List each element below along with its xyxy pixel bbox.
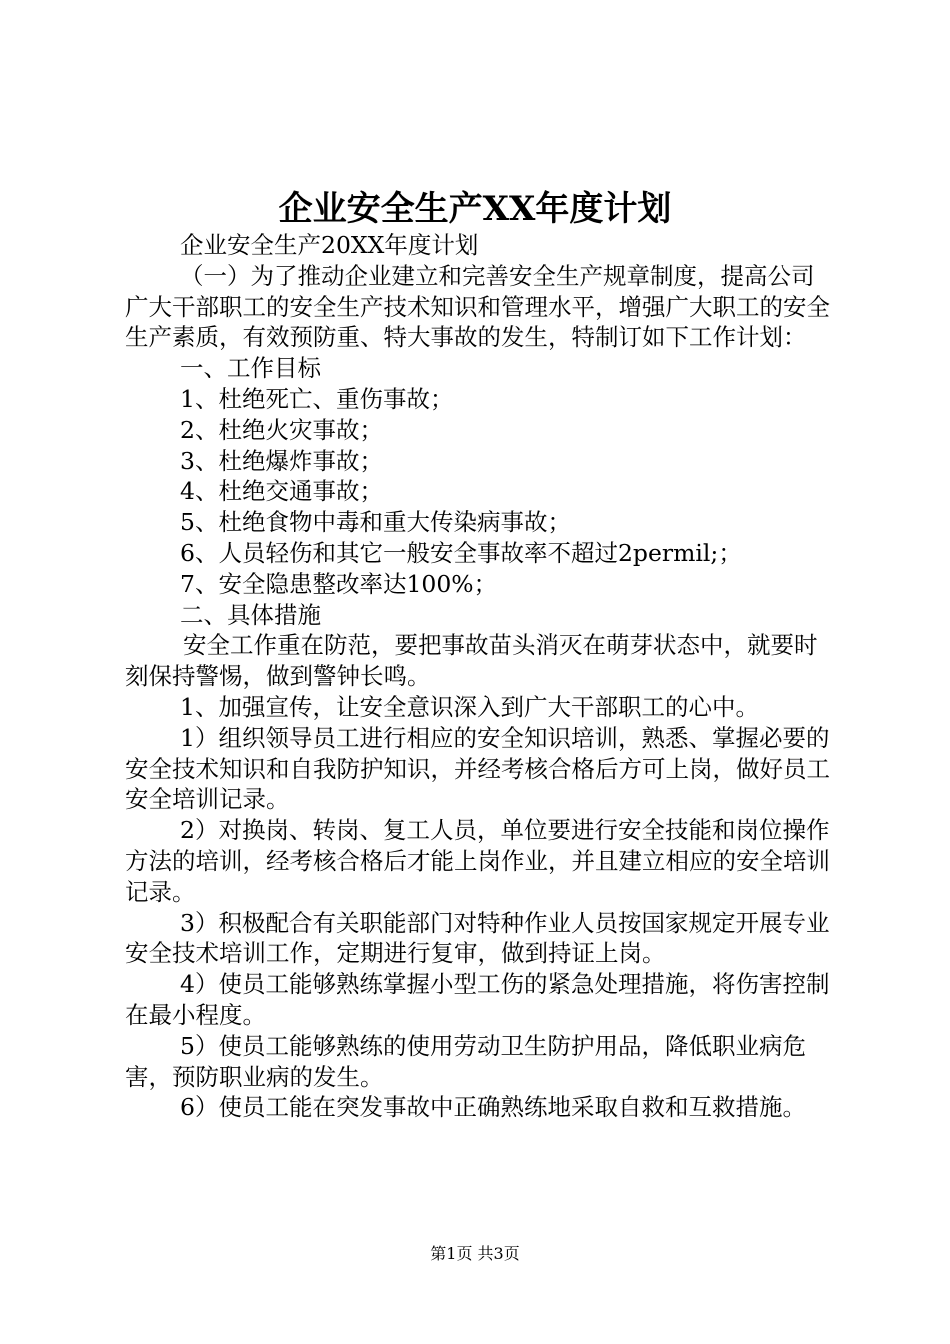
paragraph-intro: （一）为了推动企业建立和完善安全生产规章制度，提高公司广大干部职工的安全生产技术知识和管理水平，增强广大职工的安全生产素质，有效预防重、特大事故的发生，特制订如下工作计划：	[125, 261, 830, 352]
section-heading-measures: 二、具体措施	[180, 600, 321, 629]
measure-subitem: 5）使员工能够熟练的使用劳动卫生防护用品，降低职业病危害，预防职业病的发生。	[125, 1031, 806, 1091]
goal-item: 1、杜绝死亡、重伤事故；	[180, 384, 454, 413]
measure-subitem: 2）对换岗、转岗、复工人员，单位要进行安全技能和岗位操作方法的培训，经考核合格后才能上岗作业，并且建立相应的安全培训记录。	[125, 816, 830, 906]
measure-subitem: 6）使员工能在突发事故中正确熟练地采取自救和互救措施。	[180, 1093, 806, 1122]
goal-item: 7、安全隐患整改率达100%；	[180, 569, 498, 598]
page-indicator: 第1页 共3页	[430, 1244, 520, 1263]
measure-subitem: 3）积极配合有关职能部门对特种作业人员按国家规定开展专业安全技术培训工作，定期进行复审，做到持证上岗。	[125, 908, 830, 968]
section-heading-goals: 一、工作目标	[180, 354, 321, 383]
measure-subitem: 4）使员工能够熟练掌握小型工伤的紧急处理措施，将伤害控制在最小程度。	[125, 970, 830, 1029]
goal-item: 4、杜绝交通事故；	[180, 477, 383, 506]
document-title: 企业安全生产XX年度计划	[278, 189, 672, 229]
measure-item: 1、加强宣传，让安全意识深入到广大干部职工的心中。	[180, 692, 759, 721]
goal-item: 2、杜绝火灾事故；	[180, 415, 383, 444]
measure-subitem: 1）组织领导员工进行相应的安全知识培训，熟悉、掌握必要的安全技术知识和自我防护知识，并经考核合格后方可上岗，做好员工安全培训记录。	[125, 723, 830, 814]
document-body	[125, 230, 837, 1123]
paragraph-subtitle: 企业安全生产20XX年度计划	[180, 231, 479, 259]
goal-item: 5、杜绝食物中毒和重大传染病事故；	[180, 508, 571, 537]
paragraph-measures-intro: 安全工作重在防范，要把事故苗头消灭在萌芽状态中，就要时刻保持警惕，做到警钟长鸣。	[125, 631, 818, 691]
goal-item: 3、杜绝爆炸事故；	[180, 446, 383, 475]
goal-item: 6、人员轻伤和其它一般安全事故率不超过2permil;；	[180, 538, 742, 567]
